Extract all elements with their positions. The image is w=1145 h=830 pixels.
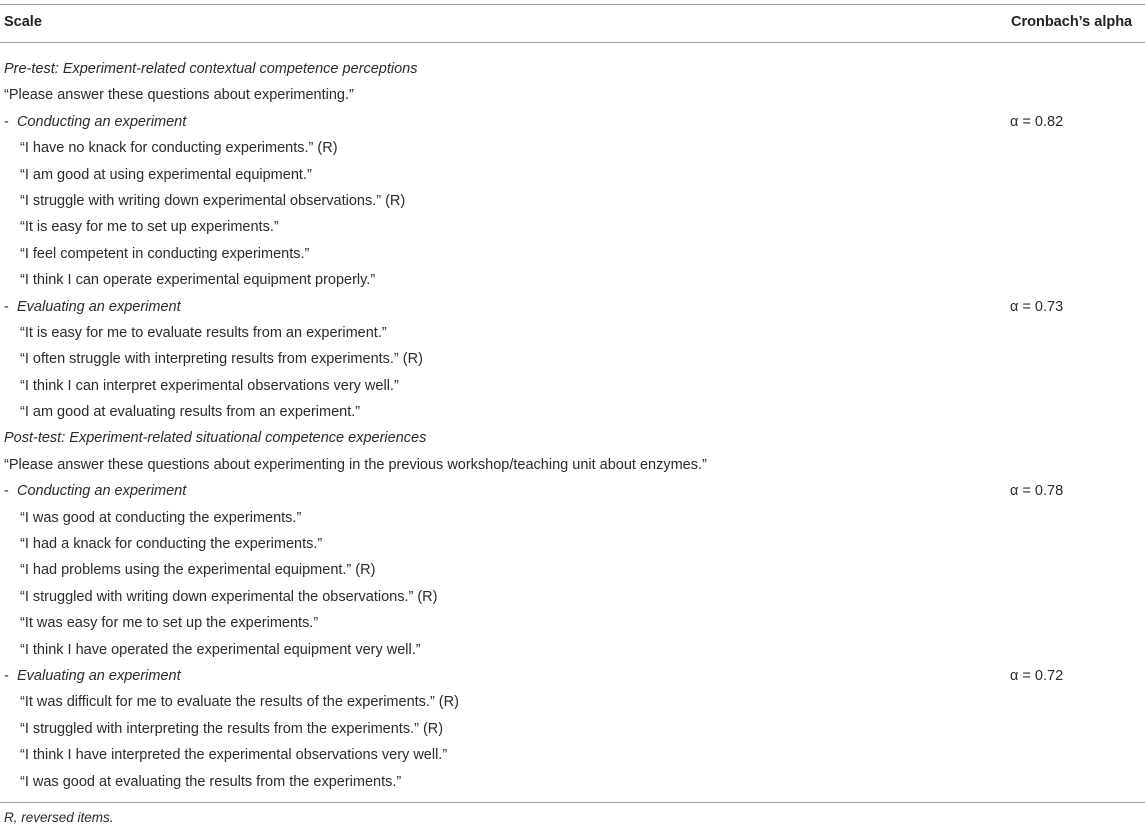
subscale-label bbox=[4, 109, 186, 135]
table-row bbox=[0, 742, 1145, 768]
table-row bbox=[0, 373, 1145, 399]
table-row bbox=[0, 109, 1145, 135]
scale-item: “I am good at using experimental equipment.” bbox=[20, 166, 312, 183]
table-body bbox=[0, 56, 1145, 795]
scale-item: “I struggle with writing down experimental observations.” (R) bbox=[20, 192, 406, 209]
subscale-name: Evaluating an experiment bbox=[17, 667, 181, 684]
scale-item: “I was good at conducting the experiments.” bbox=[20, 509, 302, 526]
table-row bbox=[0, 478, 1145, 504]
table-row bbox=[0, 188, 1145, 214]
table-row bbox=[0, 320, 1145, 346]
table-row bbox=[0, 241, 1145, 267]
dash-marker: - bbox=[4, 667, 9, 684]
alpha-value: α = 0.78 bbox=[1010, 483, 1064, 500]
subscale-name: Evaluating an experiment bbox=[17, 298, 181, 315]
scale-item: “I struggled with writing down experimental the observations.” (R) bbox=[20, 588, 438, 605]
scale-item: “I think I have operated the experimental equipment very well.” bbox=[20, 641, 421, 658]
subscale-name: Conducting an experiment bbox=[17, 483, 187, 500]
dash-marker: - bbox=[4, 113, 9, 130]
scale-item: “It was easy for me to set up the experiments.” bbox=[20, 615, 319, 632]
column-header-scale: Scale bbox=[4, 14, 42, 30]
section-heading: Pre-test: Experiment-related contextual competence perceptions bbox=[4, 61, 418, 77]
scale-item: “I think I can operate experimental equipment properly.” bbox=[20, 272, 376, 289]
scale-item: “I am good at evaluating results from an experiment.” bbox=[20, 404, 361, 421]
scale-item: “I feel competent in conducting experiments.” bbox=[20, 245, 310, 262]
scale-item: “I think I can interpret experimental observations very well.” bbox=[20, 377, 399, 394]
table-row bbox=[0, 162, 1145, 188]
table-row bbox=[0, 56, 1145, 82]
scale-item: “I have no knack for conducting experiments.” (R) bbox=[20, 140, 338, 157]
table-row bbox=[0, 610, 1145, 636]
scale-item: “I had a knack for conducting the experiments.” bbox=[20, 536, 323, 553]
table-row bbox=[0, 346, 1145, 372]
instruction-prompt: “Please answer these questions about experimenting in the previous workshop/teaching unit about enzymes.” bbox=[4, 456, 707, 473]
table-row bbox=[0, 294, 1145, 320]
alpha-value: α = 0.72 bbox=[1010, 667, 1064, 684]
table-top-rule bbox=[0, 4, 1145, 5]
dash-marker: - bbox=[4, 483, 9, 500]
table-bottom-rule bbox=[0, 802, 1145, 803]
table-row bbox=[0, 663, 1145, 689]
subscale-label bbox=[4, 294, 181, 320]
subscale-label bbox=[4, 478, 186, 504]
table-row bbox=[0, 716, 1145, 742]
table-header-rule bbox=[0, 42, 1145, 43]
instruction-prompt: “Please answer these questions about experimenting.” bbox=[4, 87, 354, 104]
table-row bbox=[0, 531, 1145, 557]
section-heading: Post-test: Experiment-related situational competence experiences bbox=[4, 430, 427, 447]
table-row bbox=[0, 267, 1145, 293]
table-row bbox=[0, 214, 1145, 240]
alpha-value: α = 0.82 bbox=[1010, 113, 1064, 130]
scale-item: “It was difficult for me to evaluate the results of the experiments.” (R) bbox=[20, 694, 459, 711]
table-row bbox=[0, 505, 1145, 531]
dash-marker: - bbox=[4, 298, 9, 315]
table-row bbox=[0, 557, 1145, 583]
table-row bbox=[0, 399, 1145, 425]
subscale-name: Conducting an experiment bbox=[17, 113, 187, 130]
subscale-label bbox=[4, 663, 181, 689]
table-row bbox=[0, 689, 1145, 715]
scale-item: “I was good at evaluating the results from the experiments.” bbox=[20, 773, 402, 790]
table-row bbox=[0, 425, 1145, 451]
table-row bbox=[0, 584, 1145, 610]
table-row bbox=[0, 82, 1145, 108]
table-row bbox=[0, 135, 1145, 161]
table-row bbox=[0, 769, 1145, 795]
table-footnote: R, reversed items. bbox=[4, 810, 114, 825]
table-row bbox=[0, 637, 1145, 663]
scale-item: “I think I have interpreted the experimental observations very well.” bbox=[20, 747, 448, 764]
alpha-value: α = 0.73 bbox=[1010, 298, 1064, 315]
scale-item: “It is easy for me to set up experiments.” bbox=[20, 219, 279, 236]
scale-item: “I often struggle with interpreting results from experiments.” (R) bbox=[20, 351, 423, 368]
scale-item: “I struggled with interpreting the results from the experiments.” (R) bbox=[20, 720, 444, 737]
column-header-alpha: Cronbach’s alpha bbox=[1011, 14, 1133, 30]
scale-item: “I had problems using the experimental equipment.” (R) bbox=[20, 562, 376, 579]
scale-item: “It is easy for me to evaluate results from an experiment.” bbox=[20, 324, 387, 341]
table-row bbox=[0, 452, 1145, 478]
